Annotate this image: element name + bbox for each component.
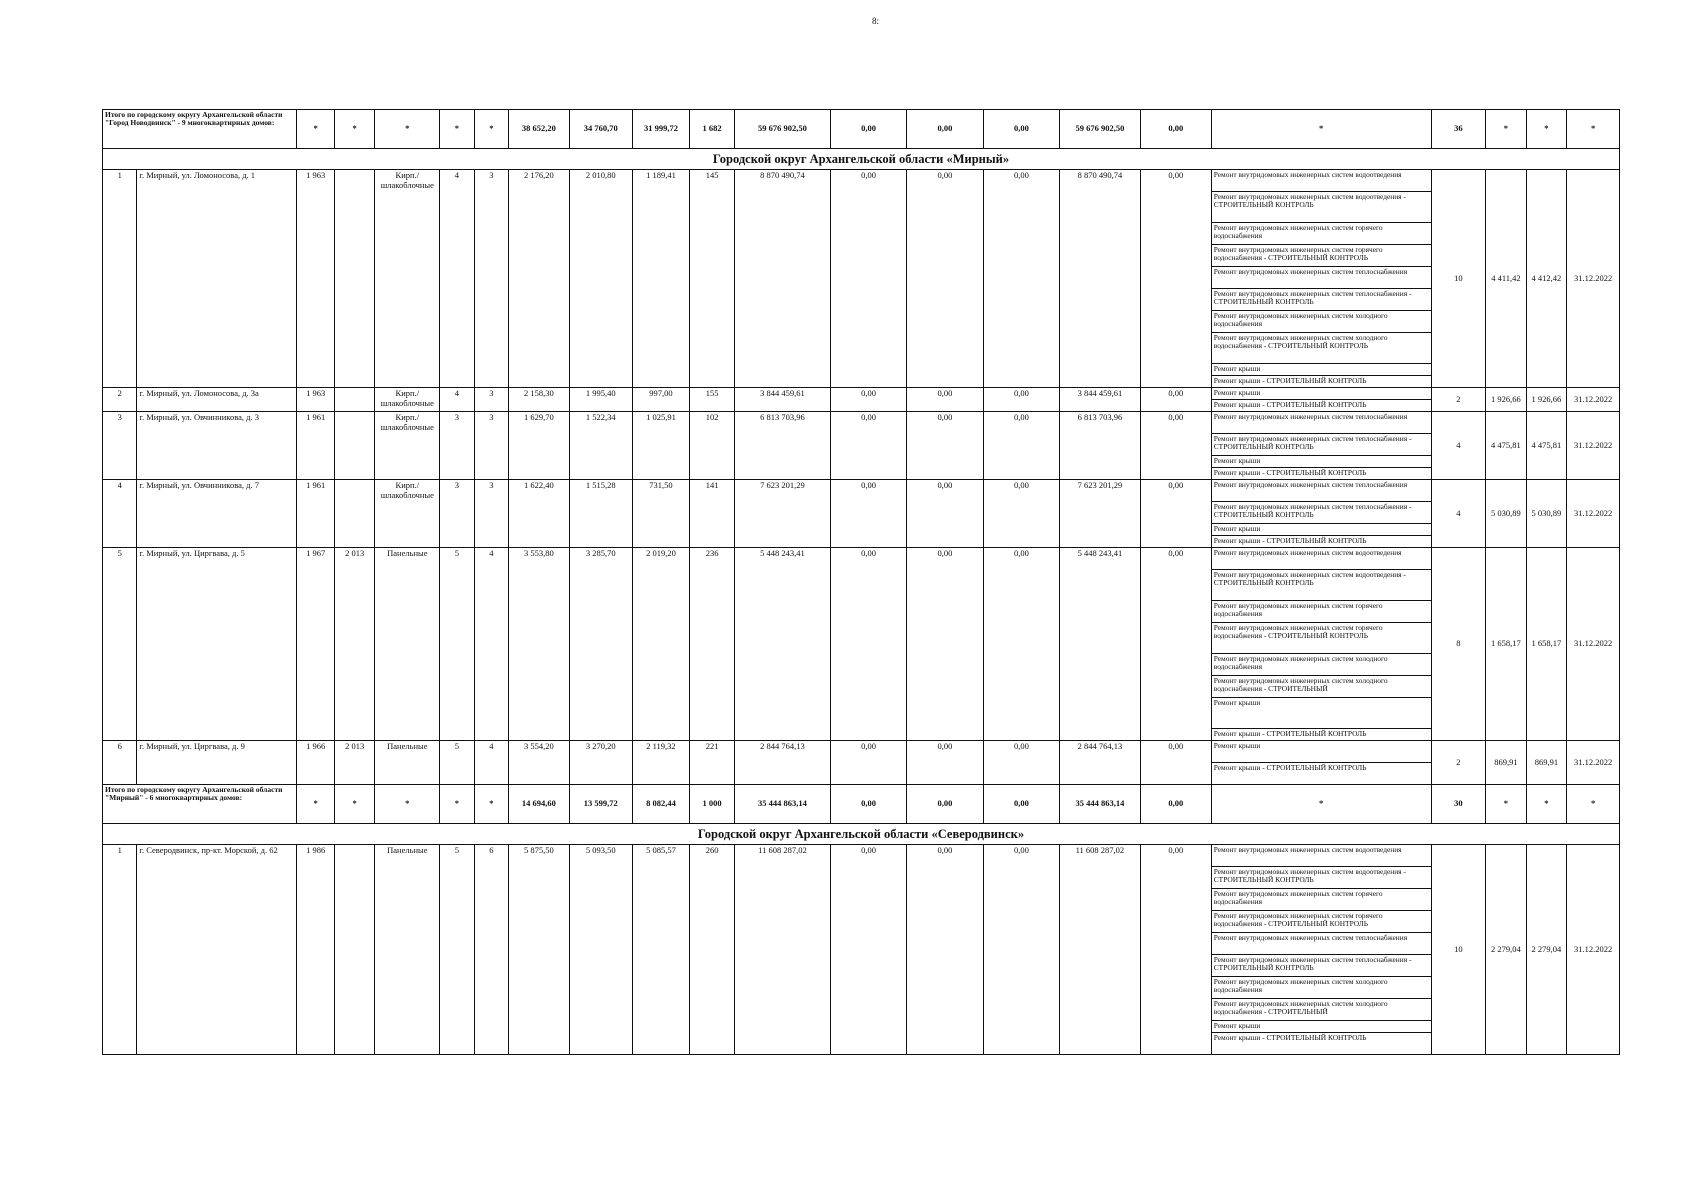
area-total-cell: 2 158,30 — [509, 388, 570, 412]
totals-cell: * — [1526, 785, 1567, 824]
work-item: Ремонт внутридомовых инженерных систем теплоснабжения - СТРОИТЕЛЬНЫЙ КОНТРОЛЬ — [1212, 502, 1431, 524]
totals-cell: * — [474, 785, 508, 824]
totals-cell: 0,00 — [831, 110, 907, 149]
year-built-cell: 1 966 — [297, 741, 334, 785]
table-body — [103, 110, 1620, 1055]
area-living-cell: 1 515,28 — [569, 480, 632, 548]
budget-local-cell: 0,00 — [983, 548, 1059, 741]
totals-cell: * — [334, 110, 375, 149]
area-living-cell: 2 010,80 — [569, 170, 632, 388]
totals-cell: 35 444 863,14 — [1059, 785, 1140, 824]
owners-funds-cell: 11 608 287,02 — [1059, 845, 1140, 1055]
cost-total-cell: 6 813 703,96 — [734, 412, 830, 480]
budget-region-cell: 0,00 — [906, 388, 983, 412]
work-item: Ремонт крыши — [1212, 698, 1431, 729]
cost-total-cell: 8 870 490,74 — [734, 170, 830, 388]
year-built-cell: 1 961 — [297, 480, 334, 548]
totals-cell: 34 760,70 — [569, 110, 632, 149]
owners-funds-cell: 3 844 459,61 — [1059, 388, 1140, 412]
totals-cell: * — [297, 110, 334, 149]
section-title: Городской округ Архангельской области «Мирный» — [103, 149, 1620, 170]
budget-region-cell: 0,00 — [906, 412, 983, 480]
entrances-cell: 6 — [474, 845, 508, 1055]
works-cell — [1211, 480, 1431, 548]
totals-cell: * — [297, 785, 334, 824]
work-item: Ремонт внутридомовых инженерных систем горячего водоснабжения - СТРОИТЕЛЬНЫЙ КОНТРОЛЬ — [1212, 623, 1431, 654]
work-item: Ремонт крыши - СТРОИТЕЛЬНЫЙ КОНТРОЛЬ — [1213, 1033, 1367, 1042]
work-item: Ремонт внутридомовых инженерных систем теплоснабжения — [1212, 480, 1431, 502]
wall-material-cell: Панельные — [375, 548, 440, 741]
work-item: Ремонт внутридомовых инженерных систем горячего водоснабжения — [1212, 601, 1431, 623]
address-cell: г. Мирный, ул. Овчинникова, д. 7 — [137, 480, 297, 548]
row-number: 4 — [103, 480, 137, 548]
entrances-cell: 3 — [474, 170, 508, 388]
work-item: Ремонт крыши — [1212, 388, 1431, 400]
work-item: Ремонт крыши - СТРОИТЕЛЬНЫЙ КОНТРОЛЬ — [1213, 536, 1367, 545]
fund-cell: 0,00 — [831, 548, 907, 741]
entrances-cell: 3 — [474, 388, 508, 412]
work-item: Ремонт внутридомовых инженерных систем теплоснабжения — [1212, 412, 1431, 434]
fund-cell: 0,00 — [831, 845, 907, 1055]
totals-cell: 36 — [1431, 110, 1486, 149]
work-count-cell: 8 — [1431, 548, 1486, 741]
row-number: 3 — [103, 412, 137, 480]
unit-cost-cell: 1 926,66 — [1486, 388, 1527, 412]
section-header-severodvinsk — [103, 824, 1620, 845]
area-total-cell: 3 554,20 — [509, 741, 570, 785]
area-private-cell: 2 019,20 — [632, 548, 690, 741]
totals-cell: * — [1567, 785, 1620, 824]
work-item: Ремонт крыши - СТРОИТЕЛЬНЫЙ КОНТРОЛЬ — [1213, 400, 1367, 409]
floors-cell: 5 — [440, 741, 474, 785]
area-total-cell: 1 622,40 — [509, 480, 570, 548]
work-item: Ремонт внутридомовых инженерных систем водоотведения - СТРОИТЕЛЬНЫЙ КОНТРОЛЬ — [1212, 192, 1431, 223]
work-item: Ремонт внутридомовых инженерных систем теплоснабжения - СТРОИТЕЛЬНЫЙ КОНТРОЛЬ — [1212, 434, 1431, 456]
area-private-cell: 1 189,41 — [632, 170, 690, 388]
work-item: Ремонт внутридомовых инженерных систем водоотведения - СТРОИТЕЛЬНЫЙ КОНТРОЛЬ — [1212, 570, 1431, 601]
area-living-cell: 3 270,20 — [569, 741, 632, 785]
max-cost-cell: 4 412,42 — [1526, 170, 1567, 388]
work-item: Ремонт внутридомовых инженерных систем теплоснабжения - СТРОИТЕЛЬНЫЙ КОНТРОЛЬ — [1212, 289, 1431, 311]
entrances-cell: 4 — [474, 741, 508, 785]
totals-cell: 35 444 863,14 — [734, 785, 830, 824]
works-cell — [1211, 845, 1431, 1055]
totals-cell: * — [375, 110, 440, 149]
fund-cell: 0,00 — [831, 388, 907, 412]
work-item: Ремонт крыши - СТРОИТЕЛЬНЫЙ КОНТРОЛЬ — [1213, 763, 1367, 772]
work-count-cell: 4 — [1431, 480, 1486, 548]
row-number: 1 — [103, 845, 137, 1055]
area-living-cell: 5 093,50 — [569, 845, 632, 1055]
totals-cell: * — [1526, 110, 1567, 149]
work-item: Ремонт внутридомовых инженерных систем горячего водоснабжения - СТРОИТЕЛЬНЫЙ КОНТРОЛЬ — [1212, 911, 1431, 933]
totals-cell: 0,00 — [983, 110, 1059, 149]
year-reconstruction-cell — [334, 845, 375, 1055]
fund-cell: 0,00 — [831, 170, 907, 388]
totals-cell: 30 — [1431, 785, 1486, 824]
work-item: Ремонт внутридомовых инженерных систем холодного водоснабжения — [1212, 654, 1431, 676]
entrances-cell: 4 — [474, 548, 508, 741]
year-built-cell: 1 963 — [297, 170, 334, 388]
totals-cell: * — [474, 110, 508, 149]
works-cell — [1211, 412, 1431, 480]
wall-material-cell: Панельные — [375, 741, 440, 785]
entrances-cell: 3 — [474, 412, 508, 480]
totals-works-cell: * — [1211, 785, 1431, 824]
floors-cell: 4 — [440, 170, 474, 388]
area-total-cell: 1 629,70 — [509, 412, 570, 480]
max-cost-cell: 4 475,81 — [1526, 412, 1567, 480]
area-living-cell: 1 995,40 — [569, 388, 632, 412]
year-reconstruction-cell — [334, 480, 375, 548]
budget-region-cell: 0,00 — [906, 480, 983, 548]
work-item: Ремонт внутридомовых инженерных систем холодного водоснабжения — [1212, 977, 1431, 999]
budget-local-cell: 0,00 — [983, 741, 1059, 785]
other-funds-cell: 0,00 — [1140, 741, 1211, 785]
floors-cell: 3 — [440, 480, 474, 548]
work-item: Ремонт внутридомовых инженерных систем горячего водоснабжения - СТРОИТЕЛЬНЫЙ КОНТРОЛЬ — [1212, 245, 1431, 267]
cost-total-cell: 2 844 764,13 — [734, 741, 830, 785]
work-item: Ремонт крыши — [1212, 1021, 1431, 1033]
year-reconstruction-cell — [334, 170, 375, 388]
budget-local-cell: 0,00 — [983, 480, 1059, 548]
totals-row-novodvinsk — [103, 110, 1620, 149]
totals-cell: 0,00 — [831, 785, 907, 824]
section-title: Городской округ Архангельской области «Северодвинск» — [103, 824, 1620, 845]
row-number: 1 — [103, 170, 137, 388]
area-private-cell: 997,00 — [632, 388, 690, 412]
work-item: Ремонт крыши - СТРОИТЕЛЬНЫЙ КОНТРОЛЬ — [1213, 468, 1367, 477]
totals-label: Итого по городскому округу Архангельской области "Мирный" - 6 многоквартирных домов: — [103, 785, 297, 824]
floors-cell: 4 — [440, 388, 474, 412]
budget-local-cell: 0,00 — [983, 412, 1059, 480]
deadline-cell: 31.12.2022 — [1567, 388, 1620, 412]
totals-cell: * — [440, 785, 474, 824]
deadline-cell: 31.12.2022 — [1567, 170, 1620, 388]
work-item: Ремонт внутридомовых инженерных систем водоотведения — [1212, 170, 1431, 192]
address-cell: г. Мирный, ул. Овчинникова, д. 3 — [137, 412, 297, 480]
other-funds-cell: 0,00 — [1140, 480, 1211, 548]
area-living-cell: 3 285,70 — [569, 548, 632, 741]
entrances-cell: 3 — [474, 480, 508, 548]
other-funds-cell: 0,00 — [1140, 388, 1211, 412]
house-row — [103, 170, 1620, 388]
work-item: Ремонт внутридомовых инженерных систем теплоснабжения — [1212, 267, 1431, 289]
work-item: Ремонт внутридомовых инженерных систем водоотведения — [1212, 548, 1431, 570]
work-count-cell: 10 — [1431, 170, 1486, 388]
house-row — [103, 480, 1620, 548]
area-private-cell: 2 119,32 — [632, 741, 690, 785]
unit-cost-cell: 1 658,17 — [1486, 548, 1527, 741]
other-funds-cell: 0,00 — [1140, 412, 1211, 480]
owners-funds-cell: 8 870 490,74 — [1059, 170, 1140, 388]
area-private-cell: 731,50 — [632, 480, 690, 548]
unit-cost-cell: 5 030,89 — [1486, 480, 1527, 548]
totals-cell: 59 676 902,50 — [1059, 110, 1140, 149]
work-item: Ремонт крыши — [1212, 364, 1431, 376]
work-item: Ремонт крыши — [1212, 741, 1431, 763]
page-number: 8: — [872, 16, 880, 26]
budget-region-cell: 0,00 — [906, 845, 983, 1055]
area-living-cell: 1 522,34 — [569, 412, 632, 480]
deadline-cell: 31.12.2022 — [1567, 480, 1620, 548]
totals-works-cell: * — [1211, 110, 1431, 149]
work-item: Ремонт внутридомовых инженерных систем холодного водоснабжения - СТРОИТЕЛЬНЫЙ — [1212, 999, 1431, 1021]
residents-cell: 236 — [690, 548, 735, 741]
works-cell — [1211, 388, 1431, 412]
row-number: 2 — [103, 388, 137, 412]
totals-cell: 1 000 — [690, 785, 735, 824]
works-cell — [1211, 741, 1431, 785]
budget-region-cell: 0,00 — [906, 548, 983, 741]
work-item: Ремонт внутридомовых инженерных систем теплоснабжения — [1212, 933, 1431, 955]
other-funds-cell: 0,00 — [1140, 548, 1211, 741]
capital-repair-table — [102, 109, 1620, 1055]
wall-material-cell: Кирп./ шлакоблочные — [375, 480, 440, 548]
budget-local-cell: 0,00 — [983, 170, 1059, 388]
max-cost-cell: 5 030,89 — [1526, 480, 1567, 548]
address-cell: г. Мирный, ул. Циргвава, д. 9 — [137, 741, 297, 785]
section-header-mirny — [103, 149, 1620, 170]
works-cell — [1211, 170, 1431, 388]
residents-cell: 155 — [690, 388, 735, 412]
cost-total-cell: 3 844 459,61 — [734, 388, 830, 412]
totals-cell: 0,00 — [983, 785, 1059, 824]
totals-cell: * — [334, 785, 375, 824]
fund-cell: 0,00 — [831, 741, 907, 785]
work-item: Ремонт внутридомовых инженерных систем горячего водоснабжения — [1212, 223, 1431, 245]
address-cell: г. Мирный, ул. Циргвава, д. 5 — [137, 548, 297, 741]
house-row — [103, 845, 1620, 1055]
residents-cell: 221 — [690, 741, 735, 785]
totals-cell: 0,00 — [1140, 110, 1211, 149]
owners-funds-cell: 5 448 243,41 — [1059, 548, 1140, 741]
fund-cell: 0,00 — [831, 412, 907, 480]
deadline-cell: 31.12.2022 — [1567, 741, 1620, 785]
budget-local-cell: 0,00 — [983, 388, 1059, 412]
work-count-cell: 2 — [1431, 388, 1486, 412]
address-cell: г. Северодвинск, пр-кт. Морской, д. 62 — [137, 845, 297, 1055]
residents-cell: 102 — [690, 412, 735, 480]
owners-funds-cell: 7 623 201,29 — [1059, 480, 1140, 548]
work-count-cell: 10 — [1431, 845, 1486, 1055]
totals-cell: 13 599,72 — [569, 785, 632, 824]
work-count-cell: 2 — [1431, 741, 1486, 785]
totals-cell: 1 682 — [690, 110, 735, 149]
totals-label: Итого по городскому округу Архангельской области "Город Новодвинск" - 9 многоквартирных домов: — [103, 110, 297, 149]
deadline-cell: 31.12.2022 — [1567, 412, 1620, 480]
totals-cell: 14 694,60 — [509, 785, 570, 824]
work-count-cell: 4 — [1431, 412, 1486, 480]
work-item: Ремонт внутридомовых инженерных систем холодного водоснабжения — [1212, 311, 1431, 333]
wall-material-cell: Панельные — [375, 845, 440, 1055]
max-cost-cell: 1 658,17 — [1526, 548, 1567, 741]
wall-material-cell: Кирп./ шлакоблочные — [375, 388, 440, 412]
totals-cell: 0,00 — [906, 785, 983, 824]
year-built-cell: 1 961 — [297, 412, 334, 480]
house-row — [103, 741, 1620, 785]
totals-cell: 31 999,72 — [632, 110, 690, 149]
year-reconstruction-cell: 2 013 — [334, 741, 375, 785]
address-cell: г. Мирный, ул. Ломоносова, д. 3а — [137, 388, 297, 412]
house-row — [103, 412, 1620, 480]
owners-funds-cell: 6 813 703,96 — [1059, 412, 1140, 480]
work-item: Ремонт внутридомовых инженерных систем холодного водоснабжения - СТРОИТЕЛЬНЫЙ КОНТРОЛЬ — [1212, 333, 1431, 364]
totals-row-mirny — [103, 785, 1620, 824]
cost-total-cell: 7 623 201,29 — [734, 480, 830, 548]
year-built-cell: 1 967 — [297, 548, 334, 741]
year-reconstruction-cell — [334, 412, 375, 480]
unit-cost-cell: 869,91 — [1486, 741, 1527, 785]
fund-cell: 0,00 — [831, 480, 907, 548]
work-item: Ремонт внутридомовых инженерных систем холодного водоснабжения - СТРОИТЕЛЬНЫЙ — [1212, 676, 1431, 698]
unit-cost-cell: 4 411,42 — [1486, 170, 1527, 388]
row-number: 5 — [103, 548, 137, 741]
area-total-cell: 3 553,80 — [509, 548, 570, 741]
year-built-cell: 1 986 — [297, 845, 334, 1055]
wall-material-cell: Кирп./ шлакоблочные — [375, 170, 440, 388]
area-total-cell: 5 875,50 — [509, 845, 570, 1055]
totals-cell: 38 652,20 — [509, 110, 570, 149]
floors-cell: 5 — [440, 845, 474, 1055]
residents-cell: 260 — [690, 845, 735, 1055]
totals-cell: 0,00 — [1140, 785, 1211, 824]
work-item: Ремонт крыши — [1212, 524, 1431, 536]
floors-cell: 5 — [440, 548, 474, 741]
totals-cell: * — [440, 110, 474, 149]
deadline-cell: 31.12.2022 — [1567, 548, 1620, 741]
residents-cell: 145 — [690, 170, 735, 388]
other-funds-cell: 0,00 — [1140, 845, 1211, 1055]
totals-cell: * — [1486, 110, 1527, 149]
work-item: Ремонт внутридомовых инженерных систем водоотведения — [1212, 845, 1431, 867]
address-cell: г. Мирный, ул. Ломоносова, д. 1 — [137, 170, 297, 388]
budget-local-cell: 0,00 — [983, 845, 1059, 1055]
year-reconstruction-cell: 2 013 — [334, 548, 375, 741]
max-cost-cell: 869,91 — [1526, 741, 1567, 785]
year-reconstruction-cell — [334, 388, 375, 412]
year-built-cell: 1 963 — [297, 388, 334, 412]
totals-cell: * — [1567, 110, 1620, 149]
totals-cell: 8 082,44 — [632, 785, 690, 824]
area-total-cell: 2 176,20 — [509, 170, 570, 388]
owners-funds-cell: 2 844 764,13 — [1059, 741, 1140, 785]
floors-cell: 3 — [440, 412, 474, 480]
work-item: Ремонт внутридомовых инженерных систем теплоснабжения - СТРОИТЕЛЬНЫЙ КОНТРОЛЬ — [1212, 955, 1431, 977]
work-item: Ремонт крыши - СТРОИТЕЛЬНЫЙ КОНТРОЛЬ — [1213, 376, 1367, 385]
budget-region-cell: 0,00 — [906, 170, 983, 388]
max-cost-cell: 1 926,66 — [1526, 388, 1567, 412]
totals-cell: * — [375, 785, 440, 824]
unit-cost-cell: 2 279,04 — [1486, 845, 1527, 1055]
house-row — [103, 548, 1620, 741]
residents-cell: 141 — [690, 480, 735, 548]
deadline-cell: 31.12.2022 — [1567, 845, 1620, 1055]
work-item: Ремонт внутридомовых инженерных систем водоотведения - СТРОИТЕЛЬНЫЙ КОНТРОЛЬ — [1212, 867, 1431, 889]
work-item: Ремонт крыши - СТРОИТЕЛЬНЫЙ КОНТРОЛЬ — [1213, 729, 1367, 738]
unit-cost-cell: 4 475,81 — [1486, 412, 1527, 480]
house-row — [103, 388, 1620, 412]
totals-cell: * — [1486, 785, 1527, 824]
wall-material-cell: Кирп./ шлакоблочные — [375, 412, 440, 480]
work-item: Ремонт крыши — [1212, 456, 1431, 468]
area-private-cell: 5 085,57 — [632, 845, 690, 1055]
other-funds-cell: 0,00 — [1140, 170, 1211, 388]
works-cell — [1211, 548, 1431, 741]
area-private-cell: 1 025,91 — [632, 412, 690, 480]
max-cost-cell: 2 279,04 — [1526, 845, 1567, 1055]
work-item: Ремонт внутридомовых инженерных систем горячего водоснабжения — [1212, 889, 1431, 911]
cost-total-cell: 5 448 243,41 — [734, 548, 830, 741]
totals-cell: 0,00 — [906, 110, 983, 149]
row-number: 6 — [103, 741, 137, 785]
budget-region-cell: 0,00 — [906, 741, 983, 785]
totals-cell: 59 676 902,50 — [734, 110, 830, 149]
cost-total-cell: 11 608 287,02 — [734, 845, 830, 1055]
